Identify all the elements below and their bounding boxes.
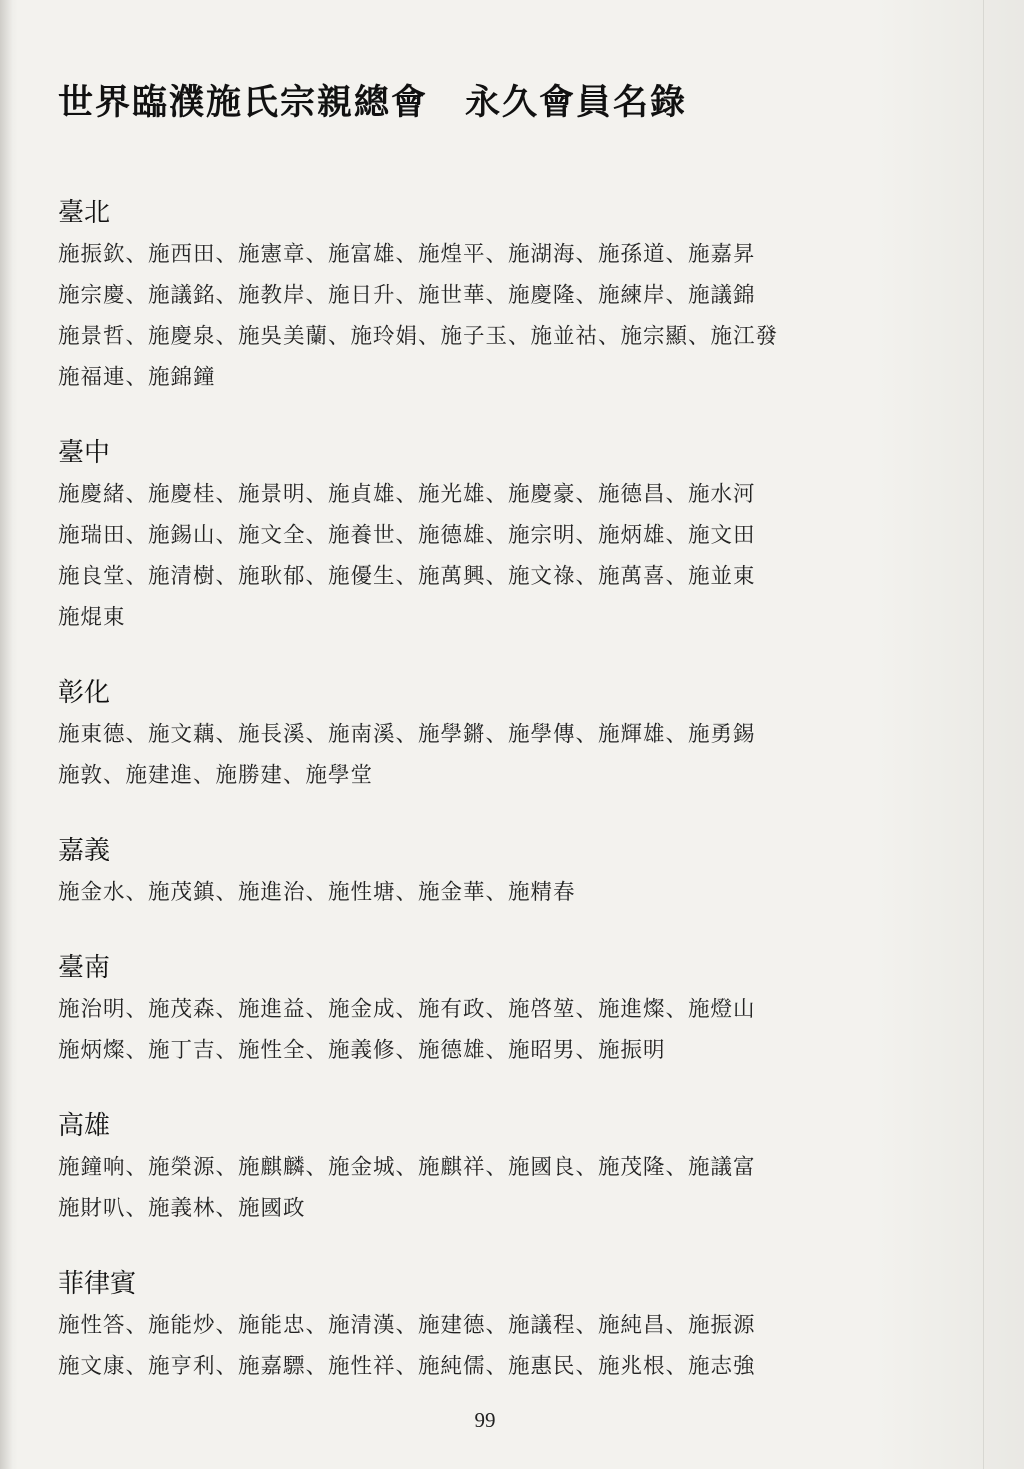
member-names [58,1305,938,1387]
member-names-line: 施景哲、施慶泉、施吳美蘭、施玲娟、施子玉、施並祜、施宗顯、施江發 [58,324,779,349]
region-heading: 臺北 [58,198,111,228]
member-names-line: 施金水、施茂鎮、施進治、施性塘、施金華、施精春 [58,880,576,905]
member-names-line: 施振欽、施西田、施憲章、施富雄、施煌平、施湖海、施孫道、施嘉昇 [58,242,756,267]
region-heading: 臺中 [58,438,111,468]
member-list [58,192,938,1387]
member-names-line: 施治明、施茂森、施進益、施金成、施有政、施啓堃、施進燦、施燈山 [58,997,756,1022]
member-names [58,714,938,796]
section-gap [58,796,938,830]
member-names-line: 施東德、施文藕、施長溪、施南溪、施學鏘、施學傳、施輝雄、施勇錫 [58,722,756,747]
member-names-line: 施良堂、施清樹、施耿郁、施優生、施萬興、施文祿、施萬喜、施並東 [58,564,756,589]
member-names-line: 施焜東 [58,605,126,630]
page-title: 世界臨濮施氏宗親總會 永久會員名錄 [58,82,688,123]
member-names-line: 施性答、施能炒、施能忠、施清漢、施建德、施議程、施純昌、施振源 [58,1313,756,1338]
region-heading: 臺南 [58,953,111,983]
region-section [58,830,938,947]
region-heading: 菲律賓 [58,1269,137,1299]
region-heading: 嘉義 [58,836,111,866]
member-names-line: 施文康、施亨利、施嘉驃、施性祥、施純儒、施惠民、施兆根、施志強 [58,1354,756,1379]
region-section [58,1263,938,1387]
region-heading: 彰化 [58,678,111,708]
member-names-line: 施炳燦、施丁吉、施性全、施義修、施德雄、施昭男、施振明 [58,1038,666,1063]
member-names [58,234,938,398]
member-names [58,989,938,1071]
region-section [58,192,938,432]
region-section [58,947,938,1105]
member-names-line: 施瑞田、施錫山、施文全、施養世、施德雄、施宗明、施炳雄、施文田 [58,523,756,548]
section-gap [58,638,938,672]
member-names-line: 施敦、施建進、施勝建、施學堂 [58,763,374,788]
region-heading: 高雄 [58,1111,111,1141]
page-number: 99 [474,1408,496,1432]
member-names-line: 施財叭、施義林、施國政 [58,1196,306,1221]
member-names [58,474,938,638]
member-names-line: 施宗慶、施議銘、施教岸、施日升、施世華、施慶隆、施練岸、施議錦 [58,283,756,308]
section-gap [58,1229,938,1263]
member-names [58,872,938,913]
page-spine-shadow [0,0,18,1469]
section-gap [58,913,938,947]
region-section [58,672,938,830]
section-gap [58,1071,938,1105]
bleed-through-rule [983,0,984,1469]
member-names-line: 施福連、施錦鐘 [58,365,216,390]
region-section [58,1105,938,1263]
region-section [58,432,938,672]
member-names [58,1147,938,1229]
member-names-line: 施鐘响、施榮源、施麒麟、施金城、施麒祥、施國良、施茂隆、施議富 [58,1155,756,1180]
section-gap [58,398,938,432]
member-names-line: 施慶緒、施慶桂、施景明、施貞雄、施光雄、施慶豪、施德昌、施水河 [58,482,756,507]
